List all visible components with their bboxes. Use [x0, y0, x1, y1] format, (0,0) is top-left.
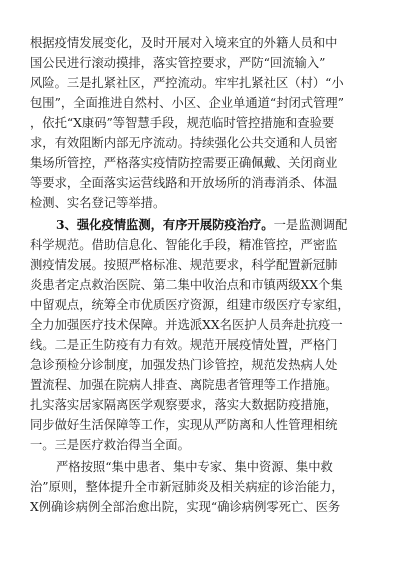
line-text: 检测、实名登记等举措。: [30, 196, 166, 210]
text-line-1: [30, 33, 370, 53]
line-text: 一。三是医疗救治得当全面。: [30, 438, 190, 452]
line-text: 急诊预检分诊制度，加强发热门诊管控，规范发热病人处: [30, 358, 338, 372]
text-line-4: [30, 93, 370, 113]
line-text: 治”原则，整体提升全市新冠肺炎及相关病症的诊治能力，: [30, 480, 344, 494]
line-text: 等要求，全面落实运营线路和开放场所的消毒消杀、体温: [30, 176, 338, 190]
text-line-22: [56, 457, 370, 477]
line-text: 风险。三是扎紧社区，严控流动。牢牢扎紧社区（村）“小: [30, 76, 344, 90]
text-line-8: [30, 173, 370, 193]
text-line-24: [30, 497, 370, 517]
text-line-17: [30, 355, 370, 375]
text-line-6: [30, 133, 370, 153]
text-line-15: [30, 315, 370, 335]
text-line-18: [30, 375, 370, 395]
text-line-14: [30, 295, 370, 315]
line-text: 严格按照“集中患者、集中专家、集中资源、集中救: [56, 460, 333, 474]
line-text: 集场所管控，严格落实疫情防控需要正确佩戴、关闭商业: [30, 156, 338, 170]
line-text: 科学规范。借助信息化、智能化手段，精准管控，严密监: [30, 238, 338, 252]
line-text: 线。二是正生防疫有力有效。规范开展疫情处置，严格门: [30, 338, 338, 352]
line-text: 一是监测调配: [273, 218, 348, 232]
text-line-9: [30, 193, 370, 213]
text-line-7: [30, 153, 370, 173]
line-text: 包围”，全面推进自然村、小区、企业单通道“封闭式管理”: [30, 96, 344, 110]
text-line-11: [30, 235, 370, 255]
text-line-16: [30, 335, 370, 355]
text-line-20: [30, 415, 370, 435]
line-text: ，依托“X康码”等智慧手段，规范临时管控措施和查验要: [30, 116, 335, 130]
line-text: 中留观点，统筹全市优质医疗资源，组建市级医疗专家组，: [30, 298, 350, 312]
text-line-10: [56, 215, 370, 235]
section-heading: 3、强化疫情监测，有序开展防疫治疗。: [56, 217, 274, 232]
text-line-2: [30, 53, 370, 73]
line-text: 同步做好生活保障等工作，实现从严防离和人性管理相统: [30, 418, 338, 432]
line-text: X例确诊病例全部治愈出院，实现“确诊病例零死亡、医务: [30, 500, 341, 514]
text-line-21: [30, 435, 370, 455]
text-line-23: [30, 477, 370, 497]
text-line-19: [30, 395, 370, 415]
line-text: 测疫情发展。按照严格标准、规范要求，科学配置新冠肺: [30, 258, 338, 272]
text-line-12: [30, 255, 370, 275]
line-text: 求，有效阻断内部无序流动。持续强化公共交通和人员密: [30, 136, 338, 150]
line-text: 全力加强医疗技术保障。并选派XX名医护人员奔赴抗疫一: [30, 318, 343, 332]
line-text: 国公民进行滚动摸排，落实管控要求，严防“回流输入”: [30, 56, 326, 70]
line-text: 扎实落实居家隔离医学观察要求，落实大数据防疫措施，: [30, 398, 338, 412]
line-text: 炎患者定点救治医院、第二集中收治点和市镇两级XX个集: [30, 278, 343, 292]
line-text: 置流程、加强在院病人排查、离院患者管理等工作措施。: [30, 378, 338, 392]
text-line-13: [30, 275, 370, 295]
text-line-5: [30, 113, 370, 133]
line-text: 根据疫情发展变化，及时开展对入境来宜的外籍人员和中: [30, 36, 338, 50]
text-line-3: [30, 73, 370, 93]
